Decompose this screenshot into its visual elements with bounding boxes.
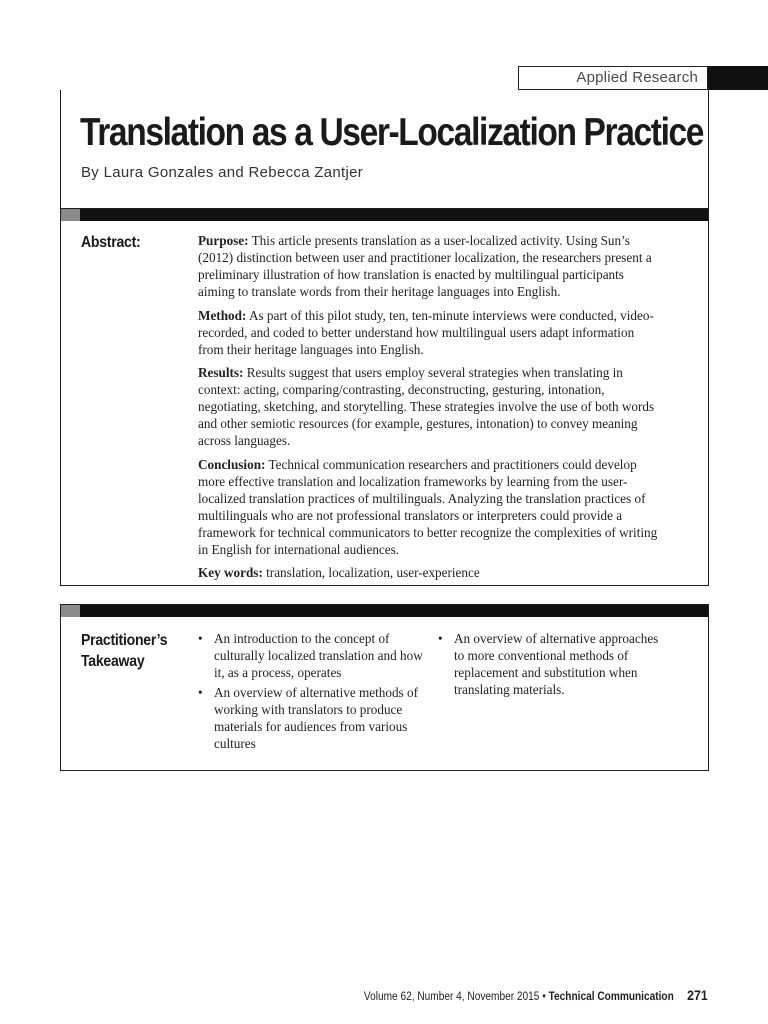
conclusion-text: Technical communication researchers and practitioners could develop more effective translation and localization frameworks by learning from the user-localized translation practices of multilinguals. Analyzing the translation practices of multilinguals who are not professional translators or interpreters could provide a framework for technical communicators to better recognize the complexities of writing in English for international audiences.	[198, 456, 658, 557]
abstract-purpose	[198, 232, 658, 300]
takeaway-item-text: An overview of alternative approaches to more conventional methods of replacement and substitution when translating materials.	[454, 631, 659, 697]
abstract-bar	[61, 209, 708, 221]
abstract-conclusion	[198, 456, 658, 558]
article-byline: By Laura Gonzales and Rebecca Zantjer	[81, 164, 364, 181]
footer-volume: Volume 62, Number 4, November 2015	[364, 991, 540, 1003]
abstract-body	[198, 232, 658, 588]
keywords-label: Key words:	[198, 565, 263, 580]
results-label: Results:	[198, 365, 244, 380]
section-label: Applied Research	[576, 69, 698, 86]
footer-separator: •	[542, 991, 547, 1003]
takeaway-item	[438, 630, 668, 698]
keywords-text: translation, localization, user-experience	[266, 565, 480, 580]
bullet-icon: •	[198, 685, 203, 700]
takeaway-list-right	[438, 630, 668, 701]
abstract-box	[60, 208, 709, 586]
purpose-label: Purpose:	[198, 233, 249, 248]
takeaway-bar-accent	[61, 605, 80, 617]
takeaway-heading-line1: Practitioner’s	[81, 632, 168, 649]
page-number: 271	[687, 987, 708, 1003]
takeaway-item	[198, 684, 430, 752]
bullet-icon: •	[198, 631, 203, 646]
method-label: Method:	[198, 307, 247, 323]
takeaway-item-text: An overview of alternative methods of working with translators to produce materials for audiences from various cultures	[214, 685, 418, 751]
takeaway-heading-line2: Takeaway	[81, 653, 145, 670]
purpose-text: This article presents translation as a user-localized activity. Using Sun’s (2012) distinction between user and practitioner localization, the researchers present a preliminary illustration of how translation is enacted by multilingual participants aiming to translate words from their heritage languages into English.	[198, 233, 652, 299]
page-footer	[364, 987, 708, 1003]
bullet-icon: •	[438, 631, 443, 646]
takeaway-heading	[81, 630, 167, 672]
takeaway-list-left	[198, 630, 430, 755]
takeaway-bar	[61, 605, 708, 617]
takeaway-item-text: An introduction to the concept of culturally localized translation and how it, as a process, operates	[214, 631, 423, 680]
method-text: As part of this pilot study, ten, ten-minute interviews were conducted, video-recorded, and coded to better understand how multilingual users adapt information from their heritage languages into English.	[198, 307, 654, 357]
footer-journal: Technical Communication	[548, 991, 675, 1003]
takeaway-item	[198, 630, 430, 681]
article-title: Translation as a User-Localization Practice	[80, 111, 704, 154]
abstract-keywords	[198, 564, 658, 581]
abstract-heading: Abstract:	[81, 234, 141, 251]
results-text: Results suggest that users employ several strategies when translating in context: acting, comparing/contrasting, deconstructing, gesturing, intonation, negotiating, sketching, and storytelling. These strategies involve the use of both words and other semiotic resources (for example, gestures, intonation) to convey meaning across languages.	[198, 365, 655, 448]
abstract-results	[198, 364, 658, 449]
abstract-method	[198, 307, 658, 358]
corner-block	[708, 66, 768, 90]
abstract-bar-accent	[61, 209, 80, 221]
conclusion-label: Conclusion:	[198, 456, 266, 472]
takeaway-box	[60, 604, 709, 771]
section-tab	[518, 66, 708, 90]
